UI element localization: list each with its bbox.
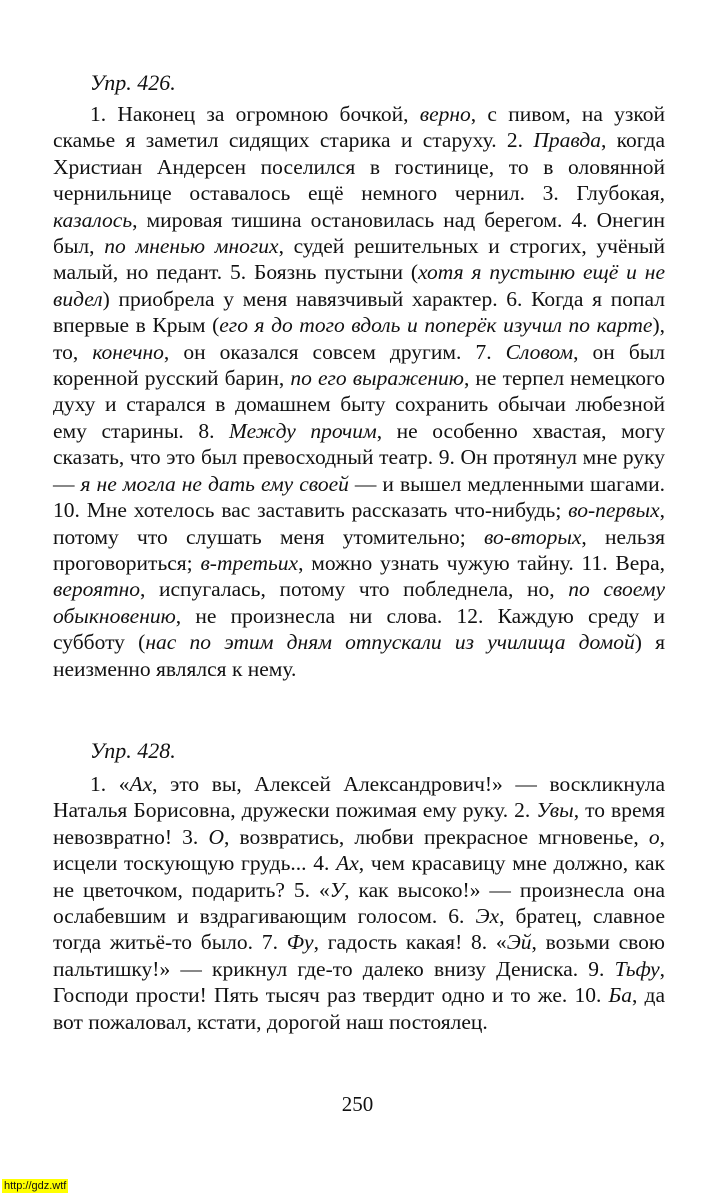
italic-segment: Фу	[286, 930, 314, 955]
text-segment: , он оказался совсем другим. 7.	[163, 339, 506, 364]
italic-segment: во-первых	[568, 498, 660, 523]
italic-segment: О	[208, 824, 224, 849]
italic-segment: Между прочим	[229, 418, 377, 443]
italic-segment: нас по этим дням отпускали из училища домой	[145, 630, 635, 655]
text-segment: , он был коренной русский барин,	[53, 339, 665, 391]
exercise-428-text	[53, 771, 665, 1035]
italic-segment: Эй	[506, 930, 532, 955]
text-segment: , гадость какая! 8. «	[313, 930, 507, 955]
text-segment: , возвратись, любви прекрасное мгновенье,	[223, 824, 649, 849]
italic-segment: У	[329, 877, 345, 902]
text-segment: , исцели тоскующую грудь... 4.	[53, 824, 666, 876]
text-segment: ) приобрела у меня навязчивый характер. 6. Когда я попал впервые в Крым (	[53, 286, 665, 338]
italic-segment: по его выражению	[290, 366, 464, 391]
text-segment: , судей решительных и строгих, учёный малый, но педант. 5. Боязнь пустыни (	[53, 234, 665, 285]
text-segment: , не произнесла ни слова. 12. Каждую среду и субботу (	[53, 603, 665, 655]
italic-segment: Словом	[505, 339, 574, 364]
text-segment: , возьми свою пальтишку!» — крикнул где-то далеко внизу Дениска. 9.	[53, 930, 665, 981]
text-segment: , нельзя проговориться;	[53, 524, 666, 575]
italic-segment: о	[648, 824, 660, 849]
text-segment: , это вы, Алексей Александрович!» — воскликнула Наталья Борисовна, дружески пожимая ему руку. 2.	[53, 772, 665, 823]
text-segment: , не терпел немецкого духу и старался в домашнем быту сохранить обычаи любезной ему старины. 8.	[53, 366, 665, 443]
italic-segment: Эх	[475, 904, 500, 929]
watermark-link[interactable]: http://gdz.wtf	[4, 1180, 67, 1192]
italic-segment: его я до того вдоль и поперёк изучил по карте	[219, 313, 653, 338]
italic-segment: Тьфу	[614, 956, 660, 981]
italic-segment: Ах	[336, 851, 359, 876]
text-segment: , можно узнать чужую тайну. 11. Вера,	[298, 550, 665, 575]
text-segment: , не особенно хвастая, могу сказать, что это был превосходный театр. 9. Он протянул мне руку —	[53, 418, 665, 496]
text-segment: , с пивом, на узкой скамье я заметил сидящих старика и старуху. 2.	[53, 102, 665, 153]
text-segment: , как высоко!» — произнесла она ослабевшим и вздрагивающим голосом. 6.	[53, 877, 665, 929]
text-segment: ) я неизменно являлся к нему.	[53, 630, 665, 681]
italic-segment: верно	[419, 102, 471, 126]
italic-segment: конечно	[92, 339, 164, 364]
text-segment: , когда Христиан Андерсен поселился в гостинице, то в оловянной чернильнице оставалось ещё немного чернил. 3. Глубокая,	[53, 128, 665, 206]
text-segment: , испугалась, потому что побледнела, но,	[140, 577, 569, 602]
italic-segment: казалось	[53, 207, 133, 232]
italic-segment: в-третьих	[200, 550, 299, 575]
page-number: 250	[341, 1092, 374, 1116]
italic-segment: Ах	[129, 772, 153, 796]
italic-segment: во-вторых	[484, 524, 582, 549]
italic-segment: я не могла не дать ему своей	[80, 471, 349, 496]
text-segment: 1. Наконец за огромною бочкой,	[90, 102, 420, 126]
text-segment: , мировая тишина остановилась над берегом. 4. Онегин был,	[53, 207, 665, 259]
text-segment: , то время невозвратно! 3.	[53, 798, 665, 849]
exercise-426-text	[53, 101, 665, 682]
italic-segment: Правда	[533, 128, 601, 153]
text-segment: ), то,	[53, 313, 665, 364]
text-segment: , братец, славное тогда житьё-то было. 7.	[53, 904, 665, 955]
text-segment: , чем красавицу мне должно, как не цветочком, подарить? 5. «	[53, 851, 665, 902]
text-segment: 1. «	[90, 772, 130, 796]
italic-segment: Увы	[536, 798, 574, 823]
exercise-428-heading: Упр. 428.	[90, 738, 176, 763]
italic-segment: хотя я пустыню ещё и не видел	[53, 260, 665, 311]
text-segment: — и вышел медленными шагами. 10. Мне хотелось вас заставить рассказать что-нибудь;	[53, 471, 665, 523]
text-segment: , Господи прости! Пять тысяч раз твердит одно и то же. 10.	[53, 956, 665, 1008]
italic-segment: по мненью многих	[104, 234, 279, 259]
text-segment: , да вот пожаловал, кстати, дорогой наш постоялец.	[53, 983, 666, 1034]
italic-segment: вероятно	[53, 577, 141, 602]
exercise-426-heading: Упр. 426.	[90, 70, 176, 95]
italic-segment: по своему обыкновению	[53, 577, 666, 628]
italic-segment: Ба	[608, 983, 632, 1008]
text-segment: , потому что слушать меня утомительно;	[53, 498, 665, 549]
